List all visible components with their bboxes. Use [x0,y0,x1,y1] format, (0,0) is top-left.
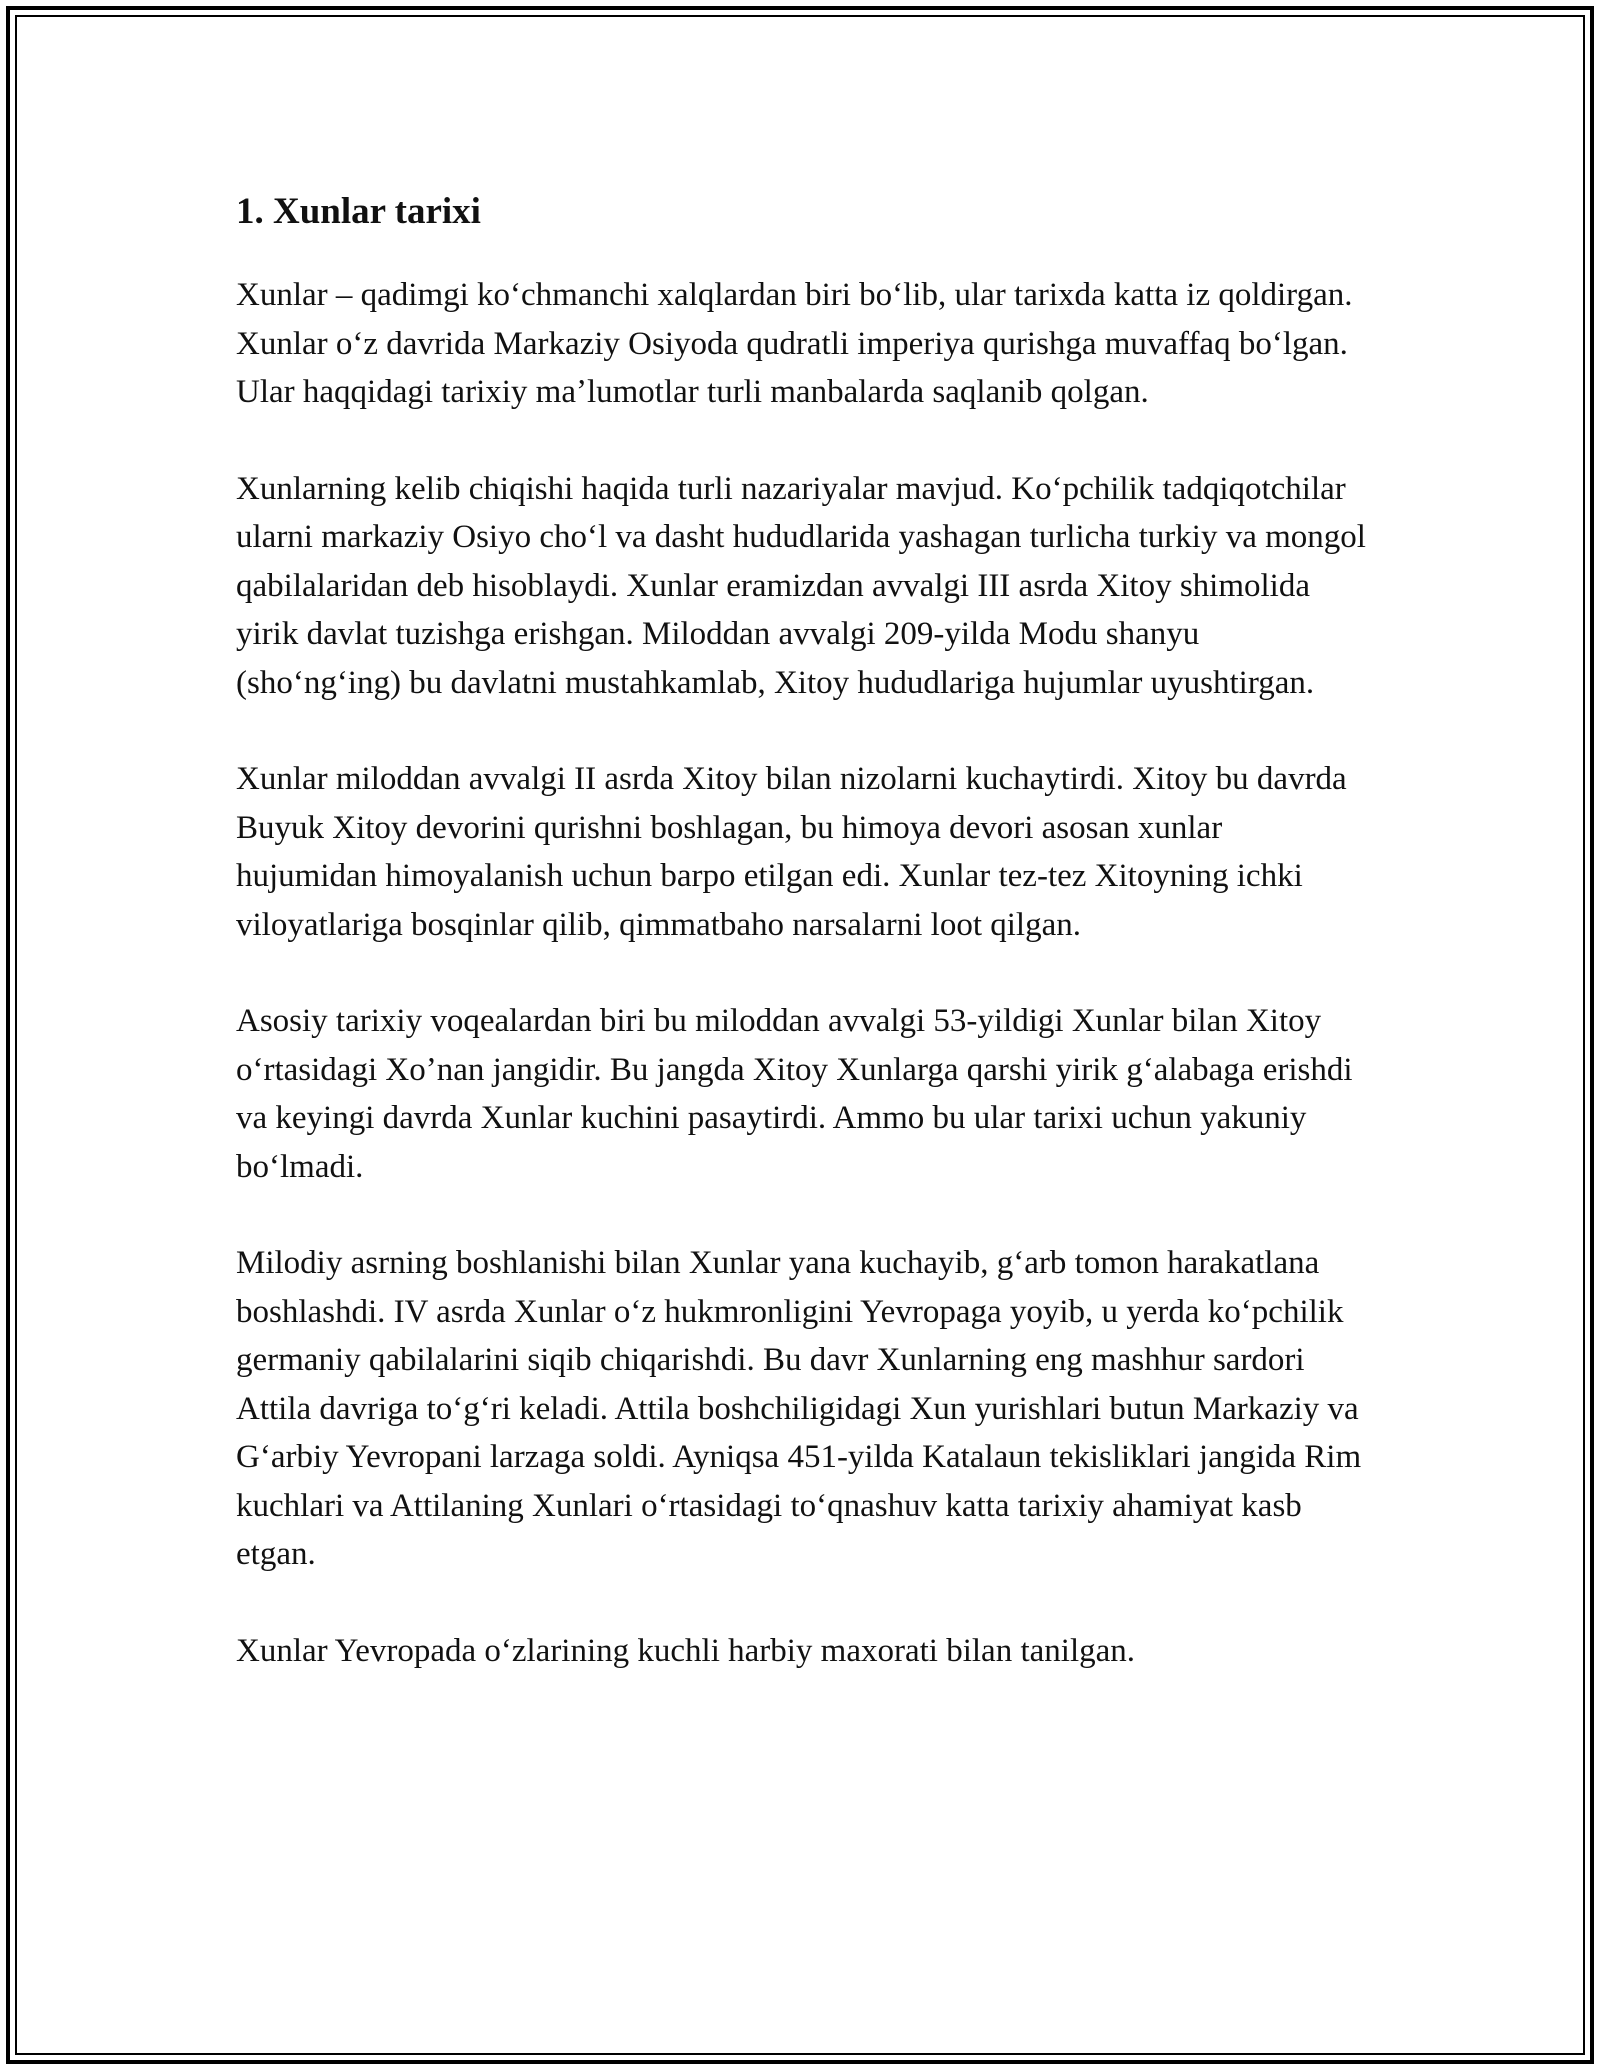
paragraph-military-reputation: Xunlar Yevropada oʻzlarining kuchli harbiy maxorati bilan tanilgan. [236,1632,1136,1669]
paragraph-origins: Xunlarning kelib chiqishi haqida turli nazariyalar mavjud. Koʻpchilik tadqiqotchilar ularni markaziy Osiyo choʻl va dasht hududlarida yashagan turlicha turkiy va mongol qabilalaridan deb hisoblaydi. Xunlar eramizdan avvalgi III asrda Xitoy shimolida yirik davlat tuzishga erishgan. Miloddan avvalgi 209-yilda Modu shanyu (shoʻngʻing) bu davlatni mustahkamlab, Xitoy hududlariga hujumlar uyushtirgan. [236,470,1366,701]
document-body [236,185,1371,1675]
paragraph-westward-expansion: Milodiy asrning boshlanishi bilan Xunlar yana kuchayib, gʻarb tomon harakatlana boshlashdi. IV asrda Xunlar oʻz hukmronligini Yevropaga yoyib, u yerda koʻpchilik germaniy qabilalarini siqib chiqarishdi. Bu davr Xunlarning eng mashhur sardori Attila davriga toʻgʻri keladi. Attila boshchiligidagi Xun yurishlari butun Markaziy va Gʻarbiy Yevropani larzaga soldi. Ayniqsa 451-yilda Katalaun tekisliklari jangida Rim kuchlari va Attilaning Xunlari oʻrtasidagi toʻqnashuv katta tarixiy ahamiyat kasb etgan. [236,1245,1362,1572]
section-heading: 1. Xunlar tarixi [236,191,481,232]
paragraph-key-events: Asosiy tarixiy voqealardan biri bu miloddan avvalgi 53-yildigi Xunlar bilan Xitoy oʻrtasidagi Xoʼnan jangidir. Bu jangda Xitoy Xunlarga qarshi yirik gʻalabaga erishdi va keyingi davrda Xunlar kuchini pasaytirdi. Ammo bu ular tarixi uchun yakuniy boʻlmadi. [236,1003,1353,1185]
paragraph-intro: Xunlar – qadimgi koʻchmanchi xalqlardan biri boʻlib, ular tarixda katta iz qoldirgan. Xunlar oʻz davrida Markaziy Osiyoda qudratli imperiya qurishga muvaffaq boʻlgan. Ular haqqidagi tarixiy maʼlumotlar turli manbalarda saqlanib qolgan. [236,277,1353,410]
paragraph-conflicts-with-china: Xunlar miloddan avvalgi II asrda Xitoy bilan nizolarni kuchaytirdi. Xitoy bu davrda Buyuk Xitoy devorini qurishni boshlagan, bu himoya devori asosan xunlar hujumidan himoyalanish uchun barpo etilgan edi. Xunlar tez-tez Xitoyning ichki viloyatlariga bosqinlar qilib, qimmatbaho narsalarni loot qilgan. [236,761,1347,943]
